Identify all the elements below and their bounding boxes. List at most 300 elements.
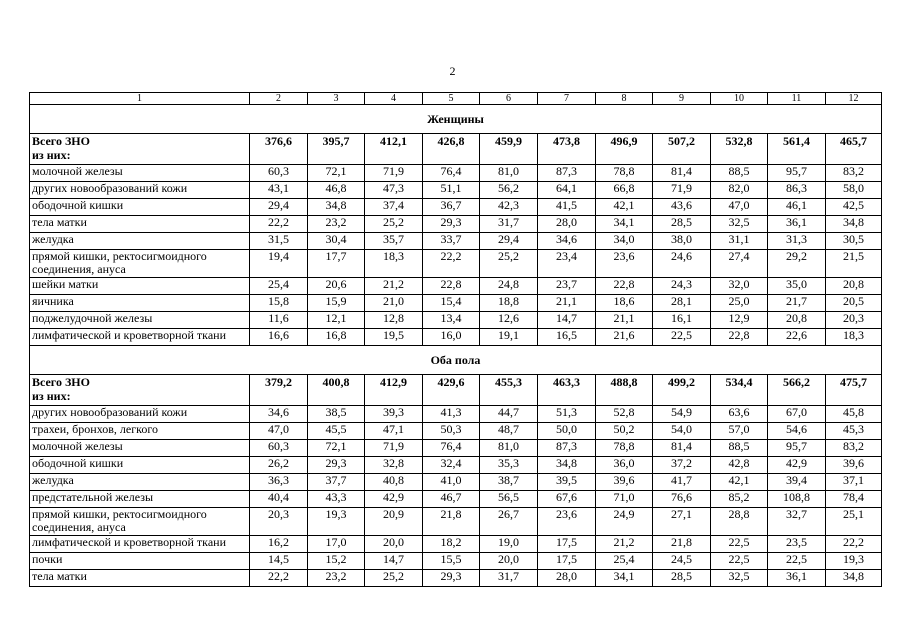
- row-value: 34,0: [596, 233, 653, 250]
- row-value: 44,7: [480, 406, 538, 423]
- row-value: 18,3: [365, 250, 423, 278]
- row-value: 45,8: [826, 406, 882, 423]
- row-value: 32,0: [711, 278, 768, 295]
- table-row: [30, 199, 882, 216]
- row-value: 56,5: [480, 491, 538, 508]
- row-value: 28,5: [653, 570, 711, 587]
- row-value: 95,7: [768, 440, 826, 457]
- row-value: 82,0: [711, 182, 768, 199]
- row-value: 30,4: [308, 233, 365, 250]
- row-value: 26,2: [250, 457, 308, 474]
- row-value: 25,0: [711, 295, 768, 312]
- row-value: 76,4: [423, 165, 480, 182]
- total-value: 455,3: [480, 375, 538, 406]
- row-value: 24,5: [653, 553, 711, 570]
- row-value: 35,3: [480, 457, 538, 474]
- row-value: 81,4: [653, 440, 711, 457]
- row-value: 95,7: [768, 165, 826, 182]
- row-value: 26,7: [480, 508, 538, 536]
- row-value: 16,2: [250, 536, 308, 553]
- row-value: 34,8: [308, 199, 365, 216]
- section-title-row: [30, 346, 882, 375]
- row-value: 21,6: [596, 329, 653, 346]
- total-value: 566,2: [768, 375, 826, 406]
- row-value: 20,3: [826, 312, 882, 329]
- row-label: предстательной железы: [30, 491, 250, 508]
- row-value: 60,3: [250, 440, 308, 457]
- total-value: 379,2: [250, 375, 308, 406]
- total-value: 561,4: [768, 134, 826, 165]
- row-value: 51,3: [538, 406, 596, 423]
- row-value: 12,1: [308, 312, 365, 329]
- column-number: 11: [768, 93, 826, 105]
- column-number: 4: [365, 93, 423, 105]
- row-value: 17,5: [538, 553, 596, 570]
- row-label: трахеи, бронхов, легкого: [30, 423, 250, 440]
- row-value: 29,4: [250, 199, 308, 216]
- table-row: [30, 182, 882, 199]
- row-value: 47,0: [250, 423, 308, 440]
- row-value: 33,7: [423, 233, 480, 250]
- row-value: 20,0: [480, 553, 538, 570]
- row-value: 24,3: [653, 278, 711, 295]
- row-value: 21,5: [826, 250, 882, 278]
- row-value: 20,9: [365, 508, 423, 536]
- row-value: 20,8: [826, 278, 882, 295]
- row-value: 22,8: [596, 278, 653, 295]
- column-number: 8: [596, 93, 653, 105]
- row-value: 12,9: [711, 312, 768, 329]
- row-value: 38,0: [653, 233, 711, 250]
- row-value: 60,3: [250, 165, 308, 182]
- row-value: 46,1: [768, 199, 826, 216]
- row-value: 16,0: [423, 329, 480, 346]
- row-value: 21,1: [538, 295, 596, 312]
- column-number: 3: [308, 93, 365, 105]
- row-value: 71,9: [365, 440, 423, 457]
- incidence-table: [29, 92, 882, 587]
- row-value: 41,5: [538, 199, 596, 216]
- table-row: [30, 570, 882, 587]
- row-value: 25,4: [596, 553, 653, 570]
- total-value: 507,2: [653, 134, 711, 165]
- column-number: 2: [250, 93, 308, 105]
- total-value: 400,8: [308, 375, 365, 406]
- row-value: 27,4: [711, 250, 768, 278]
- row-label: лимфатической и кроветворной ткани: [30, 536, 250, 553]
- row-value: 36,0: [596, 457, 653, 474]
- row-value: 31,3: [768, 233, 826, 250]
- table-row: [30, 295, 882, 312]
- row-value: 31,7: [480, 216, 538, 233]
- row-value: 58,0: [826, 182, 882, 199]
- row-value: 15,5: [423, 553, 480, 570]
- row-value: 22,2: [826, 536, 882, 553]
- row-value: 45,3: [826, 423, 882, 440]
- row-value: 20,0: [365, 536, 423, 553]
- row-label: других новообразований кожи: [30, 406, 250, 423]
- row-value: 21,2: [596, 536, 653, 553]
- row-value: 21,8: [653, 536, 711, 553]
- row-value: 25,2: [365, 570, 423, 587]
- row-value: 22,8: [711, 329, 768, 346]
- total-sublabel: из них:: [32, 389, 71, 403]
- row-value: 19,4: [250, 250, 308, 278]
- row-value: 50,3: [423, 423, 480, 440]
- row-value: 21,7: [768, 295, 826, 312]
- row-value: 38,5: [308, 406, 365, 423]
- row-value: 83,2: [826, 165, 882, 182]
- row-value: 72,1: [308, 440, 365, 457]
- total-value: 463,3: [538, 375, 596, 406]
- row-value: 23,4: [538, 250, 596, 278]
- row-value: 76,6: [653, 491, 711, 508]
- row-value: 42,9: [768, 457, 826, 474]
- row-value: 14,7: [365, 553, 423, 570]
- total-label: Всего ЗНО: [32, 134, 90, 148]
- row-value: 29,3: [423, 216, 480, 233]
- row-value: 32,7: [768, 508, 826, 536]
- row-value: 16,1: [653, 312, 711, 329]
- row-value: 24,8: [480, 278, 538, 295]
- row-label: прямой кишки, ректосигмоидного соединения, ануса: [30, 250, 250, 278]
- row-label: желудка: [30, 233, 250, 250]
- table-row: [30, 165, 882, 182]
- row-value: 88,5: [711, 165, 768, 182]
- row-value: 29,3: [423, 570, 480, 587]
- row-value: 52,8: [596, 406, 653, 423]
- row-value: 46,7: [423, 491, 480, 508]
- table-row: [30, 474, 882, 491]
- row-value: 21,0: [365, 295, 423, 312]
- row-value: 40,8: [365, 474, 423, 491]
- row-value: 43,1: [250, 182, 308, 199]
- row-value: 15,9: [308, 295, 365, 312]
- total-value: 376,6: [250, 134, 308, 165]
- section-title: Оба пола: [30, 346, 882, 375]
- row-value: 22,5: [768, 553, 826, 570]
- row-value: 28,5: [653, 216, 711, 233]
- row-value: 14,7: [538, 312, 596, 329]
- row-value: 30,5: [826, 233, 882, 250]
- total-label-cell: [30, 375, 250, 406]
- row-value: 20,5: [826, 295, 882, 312]
- row-value: 86,3: [768, 182, 826, 199]
- row-value: 78,4: [826, 491, 882, 508]
- row-value: 29,4: [480, 233, 538, 250]
- table-row: [30, 508, 882, 536]
- row-value: 25,2: [480, 250, 538, 278]
- row-value: 21,1: [596, 312, 653, 329]
- table-row: [30, 457, 882, 474]
- table-row: [30, 406, 882, 423]
- row-value: 17,0: [308, 536, 365, 553]
- row-label: тела матки: [30, 570, 250, 587]
- total-value: 459,9: [480, 134, 538, 165]
- total-value: 473,8: [538, 134, 596, 165]
- row-value: 48,7: [480, 423, 538, 440]
- row-value: 16,5: [538, 329, 596, 346]
- row-value: 22,5: [653, 329, 711, 346]
- row-value: 28,0: [538, 570, 596, 587]
- row-value: 20,8: [768, 312, 826, 329]
- row-value: 23,6: [538, 508, 596, 536]
- column-number-row: [30, 93, 882, 105]
- page-number: 2: [449, 64, 456, 78]
- row-value: 87,3: [538, 165, 596, 182]
- row-value: 29,2: [768, 250, 826, 278]
- row-value: 20,3: [250, 508, 308, 536]
- row-label: молочной железы: [30, 165, 250, 182]
- row-value: 45,5: [308, 423, 365, 440]
- row-label: шейки матки: [30, 278, 250, 295]
- total-value: 499,2: [653, 375, 711, 406]
- row-value: 108,8: [768, 491, 826, 508]
- column-number: 12: [826, 93, 882, 105]
- column-number: 10: [711, 93, 768, 105]
- row-value: 43,6: [653, 199, 711, 216]
- row-value: 42,5: [826, 199, 882, 216]
- row-value: 34,8: [826, 216, 882, 233]
- row-value: 21,8: [423, 508, 480, 536]
- row-value: 31,1: [711, 233, 768, 250]
- total-sublabel: из них:: [32, 148, 71, 162]
- row-value: 13,4: [423, 312, 480, 329]
- table-row: [30, 440, 882, 457]
- row-value: 41,3: [423, 406, 480, 423]
- row-value: 71,0: [596, 491, 653, 508]
- row-value: 42,1: [711, 474, 768, 491]
- row-value: 12,6: [480, 312, 538, 329]
- row-label: яичника: [30, 295, 250, 312]
- row-value: 20,6: [308, 278, 365, 295]
- row-value: 22,2: [250, 570, 308, 587]
- total-label: Всего ЗНО: [32, 375, 90, 389]
- row-label: ободочной кишки: [30, 199, 250, 216]
- column-number: 5: [423, 93, 480, 105]
- row-value: 27,1: [653, 508, 711, 536]
- section-title-row: [30, 105, 882, 134]
- row-value: 18,6: [596, 295, 653, 312]
- column-number: 9: [653, 93, 711, 105]
- row-value: 32,8: [365, 457, 423, 474]
- table-row: [30, 553, 882, 570]
- row-value: 22,6: [768, 329, 826, 346]
- row-value: 41,0: [423, 474, 480, 491]
- row-value: 34,6: [538, 233, 596, 250]
- row-value: 28,1: [653, 295, 711, 312]
- row-value: 36,1: [768, 570, 826, 587]
- row-value: 54,0: [653, 423, 711, 440]
- row-label: ободочной кишки: [30, 457, 250, 474]
- column-number: 1: [30, 93, 250, 105]
- total-value: 465,7: [826, 134, 882, 165]
- total-value: 412,9: [365, 375, 423, 406]
- row-value: 37,4: [365, 199, 423, 216]
- row-value: 16,8: [308, 329, 365, 346]
- row-value: 22,8: [423, 278, 480, 295]
- total-label-cell: [30, 134, 250, 165]
- row-value: 40,4: [250, 491, 308, 508]
- row-value: 24,6: [653, 250, 711, 278]
- row-value: 17,5: [538, 536, 596, 553]
- row-value: 67,6: [538, 491, 596, 508]
- row-value: 34,1: [596, 570, 653, 587]
- table-row: [30, 423, 882, 440]
- row-value: 81,4: [653, 165, 711, 182]
- column-number: 7: [538, 93, 596, 105]
- row-value: 18,3: [826, 329, 882, 346]
- row-value: 28,0: [538, 216, 596, 233]
- total-value: 532,8: [711, 134, 768, 165]
- total-value: 429,6: [423, 375, 480, 406]
- row-label: тела матки: [30, 216, 250, 233]
- row-value: 78,8: [596, 440, 653, 457]
- row-value: 76,4: [423, 440, 480, 457]
- row-value: 66,8: [596, 182, 653, 199]
- row-value: 36,1: [768, 216, 826, 233]
- row-value: 19,5: [365, 329, 423, 346]
- row-value: 22,2: [423, 250, 480, 278]
- row-value: 78,8: [596, 165, 653, 182]
- row-value: 32,4: [423, 457, 480, 474]
- table-row: [30, 491, 882, 508]
- row-value: 88,5: [711, 440, 768, 457]
- row-value: 28,8: [711, 508, 768, 536]
- row-value: 23,2: [308, 570, 365, 587]
- row-value: 15,2: [308, 553, 365, 570]
- row-value: 34,8: [538, 457, 596, 474]
- total-value: 496,9: [596, 134, 653, 165]
- row-value: 35,0: [768, 278, 826, 295]
- row-value: 22,2: [250, 216, 308, 233]
- row-value: 35,7: [365, 233, 423, 250]
- row-value: 39,5: [538, 474, 596, 491]
- row-value: 21,2: [365, 278, 423, 295]
- row-value: 83,2: [826, 440, 882, 457]
- row-value: 37,7: [308, 474, 365, 491]
- row-value: 71,9: [653, 182, 711, 199]
- row-value: 81,0: [480, 440, 538, 457]
- row-value: 57,0: [711, 423, 768, 440]
- row-value: 19,0: [480, 536, 538, 553]
- table-row: [30, 536, 882, 553]
- row-value: 42,9: [365, 491, 423, 508]
- row-label: лимфатической и кроветворной ткани: [30, 329, 250, 346]
- row-value: 81,0: [480, 165, 538, 182]
- row-value: 14,5: [250, 553, 308, 570]
- row-value: 50,0: [538, 423, 596, 440]
- row-label: поджелудочной железы: [30, 312, 250, 329]
- row-value: 42,1: [596, 199, 653, 216]
- row-value: 56,2: [480, 182, 538, 199]
- row-value: 39,6: [596, 474, 653, 491]
- row-value: 32,5: [711, 216, 768, 233]
- row-value: 19,3: [826, 553, 882, 570]
- row-value: 47,1: [365, 423, 423, 440]
- row-value: 25,4: [250, 278, 308, 295]
- column-number: 6: [480, 93, 538, 105]
- row-label: желудка: [30, 474, 250, 491]
- row-value: 36,3: [250, 474, 308, 491]
- row-value: 71,9: [365, 165, 423, 182]
- row-value: 25,1: [826, 508, 882, 536]
- row-value: 12,8: [365, 312, 423, 329]
- row-value: 36,7: [423, 199, 480, 216]
- row-label: прямой кишки, ректосигмоидного соединения, ануса: [30, 508, 250, 536]
- row-value: 17,7: [308, 250, 365, 278]
- table-row: [30, 250, 882, 278]
- row-value: 18,2: [423, 536, 480, 553]
- row-value: 64,1: [538, 182, 596, 199]
- row-value: 19,1: [480, 329, 538, 346]
- row-value: 23,2: [308, 216, 365, 233]
- row-value: 15,8: [250, 295, 308, 312]
- row-value: 11,6: [250, 312, 308, 329]
- row-value: 23,5: [768, 536, 826, 553]
- total-value: 475,7: [826, 375, 882, 406]
- table-row: [30, 278, 882, 295]
- table-row: [30, 216, 882, 233]
- row-value: 51,1: [423, 182, 480, 199]
- total-row: [30, 134, 882, 165]
- row-value: 31,5: [250, 233, 308, 250]
- row-value: 34,6: [250, 406, 308, 423]
- table-row: [30, 329, 882, 346]
- total-value: 488,8: [596, 375, 653, 406]
- row-value: 16,6: [250, 329, 308, 346]
- row-value: 31,7: [480, 570, 538, 587]
- row-value: 24,9: [596, 508, 653, 536]
- row-value: 37,2: [653, 457, 711, 474]
- row-value: 32,5: [711, 570, 768, 587]
- row-value: 54,9: [653, 406, 711, 423]
- total-value: 412,1: [365, 134, 423, 165]
- row-value: 22,5: [711, 553, 768, 570]
- total-row: [30, 375, 882, 406]
- row-value: 29,3: [308, 457, 365, 474]
- row-value: 22,5: [711, 536, 768, 553]
- row-value: 46,8: [308, 182, 365, 199]
- row-value: 87,3: [538, 440, 596, 457]
- table-row: [30, 233, 882, 250]
- row-value: 34,1: [596, 216, 653, 233]
- row-value: 39,3: [365, 406, 423, 423]
- row-value: 37,1: [826, 474, 882, 491]
- row-value: 85,2: [711, 491, 768, 508]
- row-value: 38,7: [480, 474, 538, 491]
- row-value: 15,4: [423, 295, 480, 312]
- row-value: 18,8: [480, 295, 538, 312]
- row-value: 42,3: [480, 199, 538, 216]
- row-value: 43,3: [308, 491, 365, 508]
- row-value: 23,6: [596, 250, 653, 278]
- total-value: 534,4: [711, 375, 768, 406]
- total-value: 395,7: [308, 134, 365, 165]
- total-value: 426,8: [423, 134, 480, 165]
- row-label: почки: [30, 553, 250, 570]
- row-value: 47,0: [711, 199, 768, 216]
- row-value: 34,8: [826, 570, 882, 587]
- row-value: 67,0: [768, 406, 826, 423]
- row-value: 72,1: [308, 165, 365, 182]
- row-value: 19,3: [308, 508, 365, 536]
- row-label: молочной железы: [30, 440, 250, 457]
- row-label: других новообразований кожи: [30, 182, 250, 199]
- row-value: 54,6: [768, 423, 826, 440]
- row-value: 47,3: [365, 182, 423, 199]
- table-row: [30, 312, 882, 329]
